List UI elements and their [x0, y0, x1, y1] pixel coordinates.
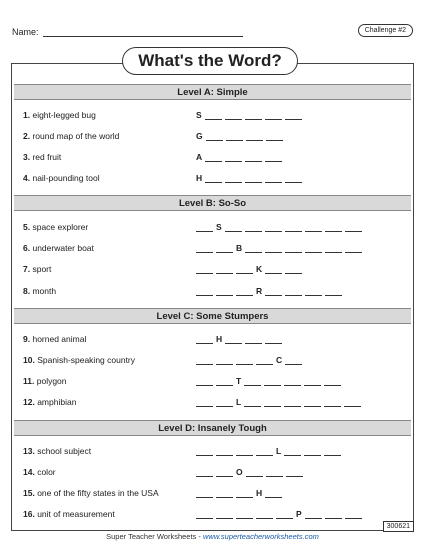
question-text: amphibian: [37, 397, 77, 407]
answer-pattern[interactable]: [196, 377, 344, 386]
answer-pattern[interactable]: [196, 489, 285, 498]
answer-blank[interactable]: [256, 447, 273, 456]
answer-given-letter: S: [196, 110, 202, 120]
answer-given-letter: R: [256, 286, 263, 296]
answer-given-letter: A: [196, 152, 203, 162]
name-line: [43, 27, 243, 37]
answer-blank[interactable]: [216, 489, 233, 498]
answer-blank[interactable]: [265, 174, 282, 183]
name-row: [12, 27, 243, 37]
answer-blank[interactable]: [256, 356, 273, 365]
answer-blank[interactable]: [216, 356, 233, 365]
answer-blank[interactable]: [345, 244, 362, 253]
answer-blank[interactable]: [245, 335, 262, 344]
question-text: red fruit: [32, 152, 62, 162]
question-number: 6.: [23, 243, 31, 253]
answer-blank[interactable]: [225, 111, 242, 120]
answer-blank[interactable]: [265, 335, 282, 344]
question-row: [23, 334, 86, 344]
answer-pattern[interactable]: [196, 174, 305, 183]
answer-blank[interactable]: [284, 447, 301, 456]
question-text: color: [37, 467, 56, 477]
question-number: 7.: [23, 264, 31, 274]
question-row: [23, 152, 61, 162]
answer-pattern[interactable]: [196, 265, 305, 274]
answer-pattern[interactable]: [196, 111, 305, 120]
question-text: underwater boat: [32, 243, 94, 253]
name-label: Name:: [12, 27, 39, 37]
question-row: [23, 243, 94, 253]
answer-given-letter: P: [296, 509, 302, 519]
question-text: nail-pounding tool: [32, 173, 100, 183]
answer-blank[interactable]: [286, 468, 303, 477]
question-number: 10.: [23, 355, 35, 365]
level-heading: Level A: Simple: [14, 84, 411, 100]
answer-pattern[interactable]: [196, 398, 364, 407]
answer-blank[interactable]: [245, 223, 262, 232]
answer-blank[interactable]: [196, 447, 213, 456]
answer-blank[interactable]: [225, 335, 242, 344]
question-text: sport: [32, 264, 52, 274]
answer-blank[interactable]: [345, 510, 362, 519]
question-row: [23, 222, 88, 232]
answer-blank[interactable]: [196, 244, 213, 253]
answer-blank[interactable]: [216, 377, 233, 386]
answer-blank[interactable]: [305, 244, 322, 253]
answer-blank[interactable]: [266, 468, 283, 477]
answer-given-letter: H: [196, 173, 203, 183]
answer-blank[interactable]: [266, 132, 283, 141]
answer-blank[interactable]: [285, 174, 302, 183]
answer-blank[interactable]: [265, 111, 282, 120]
answer-blank[interactable]: [196, 335, 213, 344]
answer-blank[interactable]: [244, 398, 261, 407]
answer-blank[interactable]: [325, 223, 342, 232]
question-number: 2.: [23, 131, 31, 141]
answer-blank[interactable]: [265, 244, 282, 253]
answer-pattern[interactable]: [196, 468, 306, 477]
answer-blank[interactable]: [304, 377, 321, 386]
answer-blank[interactable]: [265, 287, 282, 296]
answer-blank[interactable]: [196, 489, 213, 498]
question-number: 14.: [23, 467, 35, 477]
level-heading: Level B: So-So: [14, 195, 411, 211]
answer-blank[interactable]: [284, 377, 301, 386]
answer-blank[interactable]: [244, 377, 261, 386]
question-text: Spanish-speaking country: [37, 355, 136, 365]
answer-blank[interactable]: [236, 287, 253, 296]
answer-blank[interactable]: [236, 356, 253, 365]
answer-blank[interactable]: [285, 356, 302, 365]
answer-given-letter: L: [236, 397, 242, 407]
answer-blank[interactable]: [236, 265, 253, 274]
answer-blank[interactable]: [225, 174, 242, 183]
answer-blank[interactable]: [225, 223, 242, 232]
answer-blank[interactable]: [305, 510, 322, 519]
answer-blank[interactable]: [265, 223, 282, 232]
answer-blank[interactable]: [205, 174, 222, 183]
answer-blank[interactable]: [324, 398, 341, 407]
answer-blank[interactable]: [264, 398, 281, 407]
answer-blank[interactable]: [216, 468, 233, 477]
question-number: 13.: [23, 446, 35, 456]
answer-pattern[interactable]: [196, 510, 365, 519]
answer-blank[interactable]: [256, 510, 273, 519]
answer-given-letter: G: [196, 131, 203, 141]
footer-url[interactable]: www.superteacherworksheets.com: [202, 532, 319, 541]
question-text: space explorer: [32, 222, 89, 232]
answer-given-letter: H: [256, 488, 263, 498]
question-row: [23, 467, 56, 477]
answer-pattern[interactable]: [196, 447, 344, 456]
answer-blank[interactable]: [206, 132, 223, 141]
answer-blank[interactable]: [284, 398, 301, 407]
question-number: 4.: [23, 173, 31, 183]
question-number: 15.: [23, 488, 35, 498]
question-text: horned animal: [32, 334, 87, 344]
answer-given-letter: B: [236, 243, 243, 253]
answer-blank[interactable]: [285, 265, 302, 274]
answer-blank[interactable]: [216, 447, 233, 456]
answer-blank[interactable]: [305, 287, 322, 296]
footer-brand: Super Teacher Worksheets -: [106, 532, 203, 541]
answer-blank[interactable]: [196, 223, 213, 232]
question-text: month: [32, 286, 57, 296]
answer-blank[interactable]: [236, 489, 253, 498]
level-heading: Level C: Some Stumpers: [14, 308, 411, 324]
answer-blank[interactable]: [304, 447, 321, 456]
question-row: [23, 488, 159, 498]
question-text: round map of the world: [32, 131, 120, 141]
answer-pattern[interactable]: [196, 153, 285, 162]
answer-blank[interactable]: [196, 510, 213, 519]
question-number: 3.: [23, 152, 31, 162]
question-text: polygon: [36, 376, 67, 386]
answer-blank[interactable]: [305, 223, 322, 232]
answer-blank[interactable]: [285, 287, 302, 296]
answer-blank[interactable]: [324, 377, 341, 386]
answer-blank[interactable]: [245, 111, 262, 120]
answer-given-letter: T: [236, 376, 242, 386]
answer-blank[interactable]: [285, 244, 302, 253]
question-row: [23, 509, 115, 519]
answer-blank[interactable]: [196, 265, 213, 274]
answer-blank[interactable]: [216, 510, 233, 519]
question-row: [23, 110, 96, 120]
answer-blank[interactable]: [324, 447, 341, 456]
question-row: [23, 446, 91, 456]
question-number: 9.: [23, 334, 31, 344]
question-text: school subject: [37, 446, 92, 456]
question-row: [23, 376, 67, 386]
worksheet-code: 300621: [383, 521, 414, 532]
answer-given-letter: O: [236, 467, 243, 477]
answer-blank[interactable]: [246, 468, 263, 477]
answer-pattern[interactable]: [196, 287, 345, 296]
question-row: [23, 355, 135, 365]
answer-blank[interactable]: [196, 398, 213, 407]
answer-blank[interactable]: [285, 223, 302, 232]
question-number: 16.: [23, 509, 35, 519]
answer-blank[interactable]: [345, 223, 362, 232]
question-number: 1.: [23, 110, 31, 120]
page-title: What's the Word?: [122, 47, 298, 75]
answer-pattern[interactable]: [196, 356, 305, 365]
footer: [0, 532, 425, 541]
answer-blank[interactable]: [325, 244, 342, 253]
question-row: [23, 264, 51, 274]
answer-pattern[interactable]: [196, 223, 365, 232]
answer-blank[interactable]: [325, 510, 342, 519]
answer-blank[interactable]: [264, 377, 281, 386]
answer-pattern[interactable]: [196, 335, 285, 344]
question-row: [23, 286, 56, 296]
question-text: unit of measurement: [37, 509, 115, 519]
answer-blank[interactable]: [245, 153, 262, 162]
answer-blank[interactable]: [196, 468, 213, 477]
answer-blank[interactable]: [236, 447, 253, 456]
answer-blank[interactable]: [205, 153, 222, 162]
answer-blank[interactable]: [285, 111, 302, 120]
question-number: 5.: [23, 222, 31, 232]
question-number: 8.: [23, 286, 31, 296]
answer-blank[interactable]: [325, 287, 342, 296]
question-row: [23, 397, 76, 407]
level-heading: Level D: Insanely Tough: [14, 420, 411, 436]
answer-blank[interactable]: [216, 287, 233, 296]
answer-given-letter: C: [276, 355, 283, 365]
answer-blank[interactable]: [205, 111, 222, 120]
answer-blank[interactable]: [276, 510, 293, 519]
answer-blank[interactable]: [216, 265, 233, 274]
answer-blank[interactable]: [245, 174, 262, 183]
answer-given-letter: K: [256, 264, 263, 274]
question-text: eight-legged bug: [32, 110, 96, 120]
question-number: 11.: [23, 376, 35, 386]
answer-given-letter: H: [216, 334, 223, 344]
answer-blank[interactable]: [216, 244, 233, 253]
answer-blank[interactable]: [225, 153, 242, 162]
answer-blank[interactable]: [196, 287, 213, 296]
answer-blank[interactable]: [304, 398, 321, 407]
answer-blank[interactable]: [265, 153, 282, 162]
answer-blank[interactable]: [226, 132, 243, 141]
answer-pattern[interactable]: [196, 132, 286, 141]
answer-blank[interactable]: [265, 265, 282, 274]
answer-blank[interactable]: [245, 244, 262, 253]
answer-blank[interactable]: [216, 398, 233, 407]
answer-blank[interactable]: [236, 510, 253, 519]
answer-blank[interactable]: [246, 132, 263, 141]
question-row: [23, 131, 119, 141]
answer-blank[interactable]: [196, 377, 213, 386]
question-row: [23, 173, 100, 183]
answer-blank[interactable]: [265, 489, 282, 498]
question-text: one of the fifty states in the USA: [37, 488, 159, 498]
answer-pattern[interactable]: [196, 244, 365, 253]
answer-given-letter: S: [216, 222, 222, 232]
answer-given-letter: L: [276, 446, 282, 456]
answer-blank[interactable]: [196, 356, 213, 365]
challenge-badge: Challenge #2: [358, 24, 413, 37]
answer-blank[interactable]: [344, 398, 361, 407]
question-number: 12.: [23, 397, 35, 407]
